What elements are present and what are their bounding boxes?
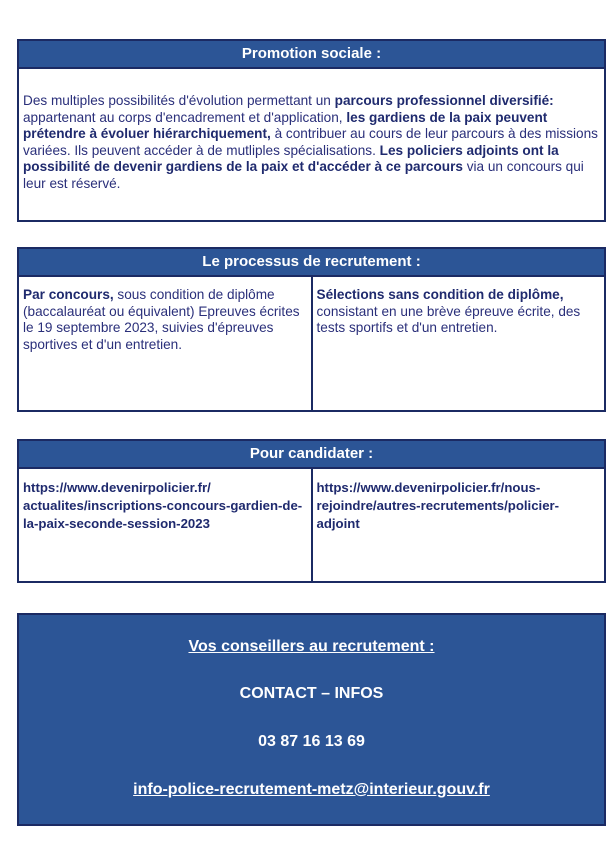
policier-adjoint-link[interactable]: https://www.devenirpolicier.fr/nous-rejoindre/autres-recrutements/policier-adjoint xyxy=(316,480,560,531)
contact-label: CONTACT – INFOS xyxy=(239,685,384,702)
contact-email-link[interactable]: info-police-recrutement-metz@interieur.gouv.fr xyxy=(133,781,490,798)
promotion-text-2: appartenant au corps d'encadrement et d'application, xyxy=(23,109,347,125)
promotion-section xyxy=(17,39,606,222)
promotion-bold-1: parcours professionnel diversifié: xyxy=(334,93,554,108)
promotion-text xyxy=(19,69,604,192)
apply-columns xyxy=(19,469,604,581)
concours-text: sous condition de diplôme (baccalauréat ou équivalent) Epreuves écrites le 19 septembre 2023, suivies d'épreuves sportives et d'un entretien. xyxy=(23,287,300,352)
recruitment-process-title: Le processus de recrutement : xyxy=(19,249,604,277)
apply-left-column xyxy=(19,469,311,581)
recruitment-process-section xyxy=(17,247,606,412)
selection-column xyxy=(311,277,605,410)
gardien-paix-link[interactable]: https://www.devenirpolicier.fr/ actualites/inscriptions-concours-gardien-de-la-paix-seconde-session-2023 xyxy=(23,480,303,531)
apply-title: Pour candidater : xyxy=(19,441,604,469)
promotion-text-4: via un concours qui leur est réservé. xyxy=(23,159,584,191)
recruitment-process-columns xyxy=(19,277,604,410)
concours-column xyxy=(19,277,311,410)
promotion-text-1: Des multiples possibilités d'évolution permettant un xyxy=(23,93,335,108)
promotion-bold-2: les gardiens de la paix peuvent prétendre à évoluer hiérarchiquement, xyxy=(23,109,548,141)
apply-right-column xyxy=(311,469,605,581)
promotion-title: Promotion sociale : xyxy=(19,41,604,69)
promotion-text-3: à contribuer au cours de leur parcours à des missions variées. Ils peuvent accéder à de mutliples spécialisations. xyxy=(23,126,598,158)
selection-bold: Sélections sans condition de diplôme, xyxy=(316,287,564,302)
contact-heading: Vos conseillers au recrutement : xyxy=(188,638,435,655)
selection-text: consistant en une brève épreuve écrite, des tests sportifs et d'un entretien. xyxy=(316,303,581,335)
promotion-bold-3: Les policiers adjoints ont la possibilité de devenir gardiens de la paix et d'accéder à ce parcours xyxy=(23,142,559,174)
contact-phone[interactable]: 03 87 16 13 69 xyxy=(258,733,365,750)
concours-bold: Par concours, xyxy=(23,287,114,302)
contact-section xyxy=(17,613,606,826)
apply-section xyxy=(17,439,606,583)
